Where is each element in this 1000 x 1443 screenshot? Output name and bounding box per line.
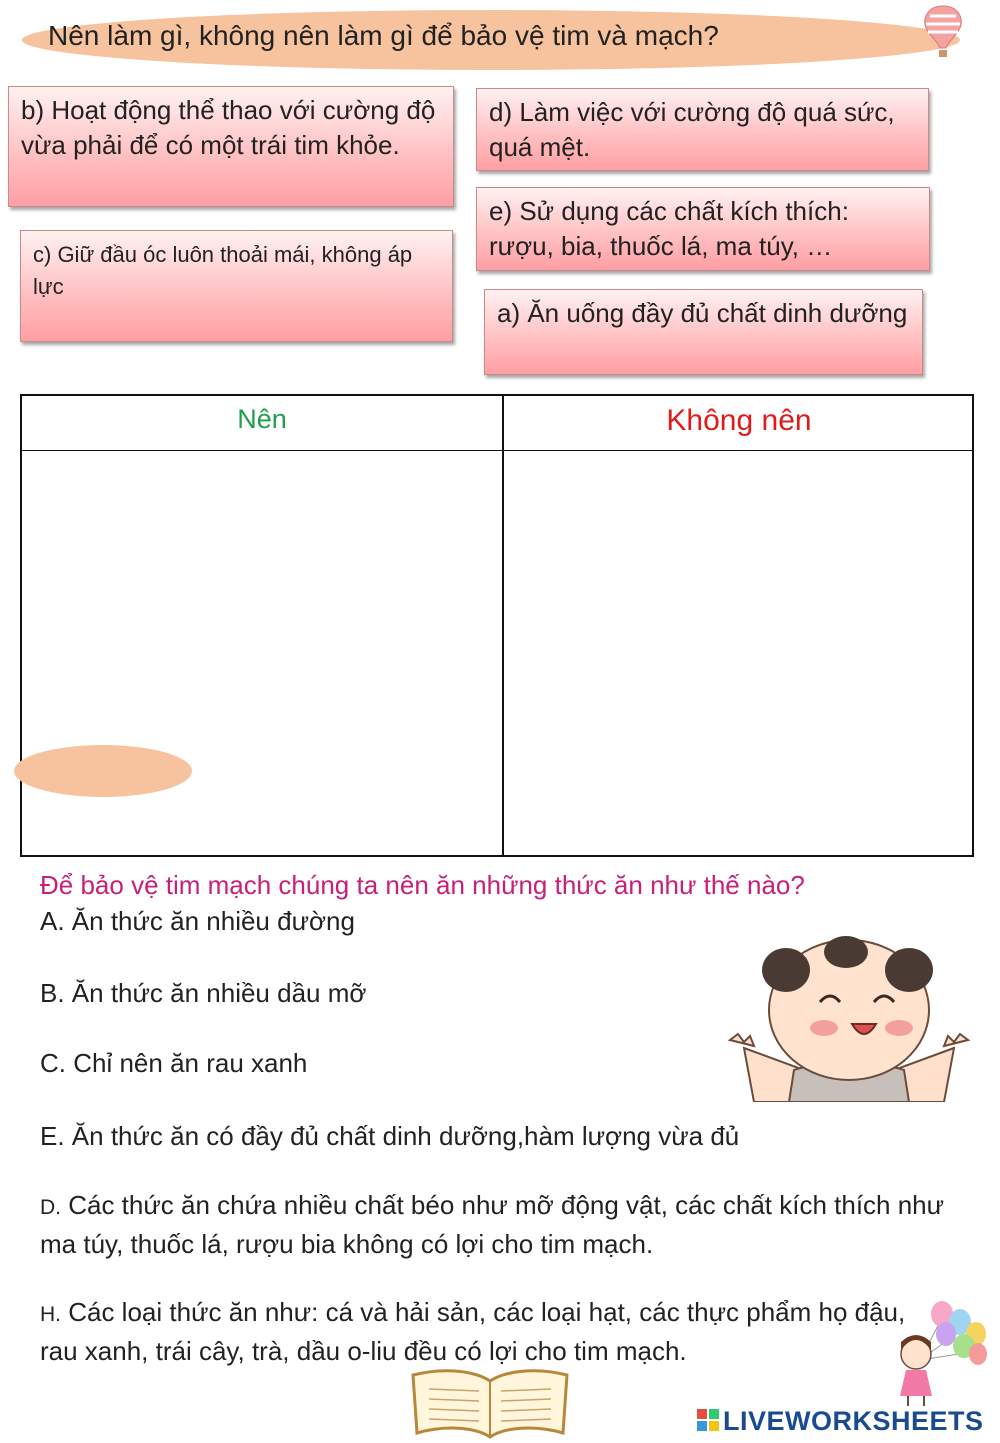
happy-boy-illustration xyxy=(724,930,974,1102)
option-a[interactable]: A. Ăn thức ăn nhiều đường xyxy=(40,906,355,936)
option-h[interactable] xyxy=(40,1294,930,1369)
card-b[interactable]: b) Hoạt động thể thao với cường độ vừa phải để có một trái tim khỏe. xyxy=(8,86,454,207)
option-h-letter: H. xyxy=(40,1303,61,1326)
card-d[interactable]: d) Làm việc với cường độ quá sức, quá mệt. xyxy=(476,88,929,171)
option-d-text: Các thức ăn chứa nhiều chất béo như mỡ động vật, các chất kích thích như ma túy, thuốc lá, rượu bia không có lợi cho tim mạch. xyxy=(40,1190,945,1259)
khong-nen-column-header: Không nên xyxy=(666,404,812,437)
card-a[interactable]: a) Ăn uống đầy đủ chất dinh dưỡng xyxy=(484,289,923,375)
answer-selection-oval[interactable] xyxy=(14,745,192,797)
option-b[interactable]: B. Ăn thức ăn nhiều dầu mỡ xyxy=(40,978,367,1008)
option-h-text: Các loại thức ăn như: cá và hải sản, các loại hạt, các thực phẩm họ đậu, rau xanh, trái cây, trà, dầu o-liu đều có lợi cho tim mạch. xyxy=(40,1297,906,1366)
liveworksheets-logo xyxy=(697,1404,984,1438)
option-d-letter: D. xyxy=(40,1196,61,1219)
page-title: Nên làm gì, không nên làm gì để bảo vệ tim và mạch? xyxy=(48,20,719,51)
nen-column-header: Nên xyxy=(237,404,287,434)
liveworksheets-logo-icon xyxy=(697,1409,719,1433)
card-c[interactable]: c) Giữ đầu óc luôn thoải mái, không áp lực xyxy=(20,230,453,342)
option-e[interactable]: E. Ăn thức ăn có đầy đủ chất dinh dưỡng,hàm lượng vừa đủ xyxy=(40,1121,740,1151)
quiz-question: Để bảo vệ tim mạch chúng ta nên ăn những thức ăn như thế nào? xyxy=(40,870,805,900)
girl-with-balloons-illustration xyxy=(880,1300,990,1410)
open-book-illustration xyxy=(405,1365,575,1440)
card-e[interactable]: e) Sử dụng các chất kích thích: rượu, bia, thuốc lá, ma túy, … xyxy=(476,187,930,271)
hot-air-balloon-icon xyxy=(918,4,968,62)
option-d[interactable] xyxy=(40,1187,960,1262)
header-divider xyxy=(22,450,972,451)
khong-nen-drop-zone[interactable] xyxy=(504,452,972,855)
option-c[interactable]: C. Chỉ nên ăn rau xanh xyxy=(40,1048,308,1078)
liveworksheets-logo-text: LIVEWORKSHEETS xyxy=(723,1405,984,1436)
